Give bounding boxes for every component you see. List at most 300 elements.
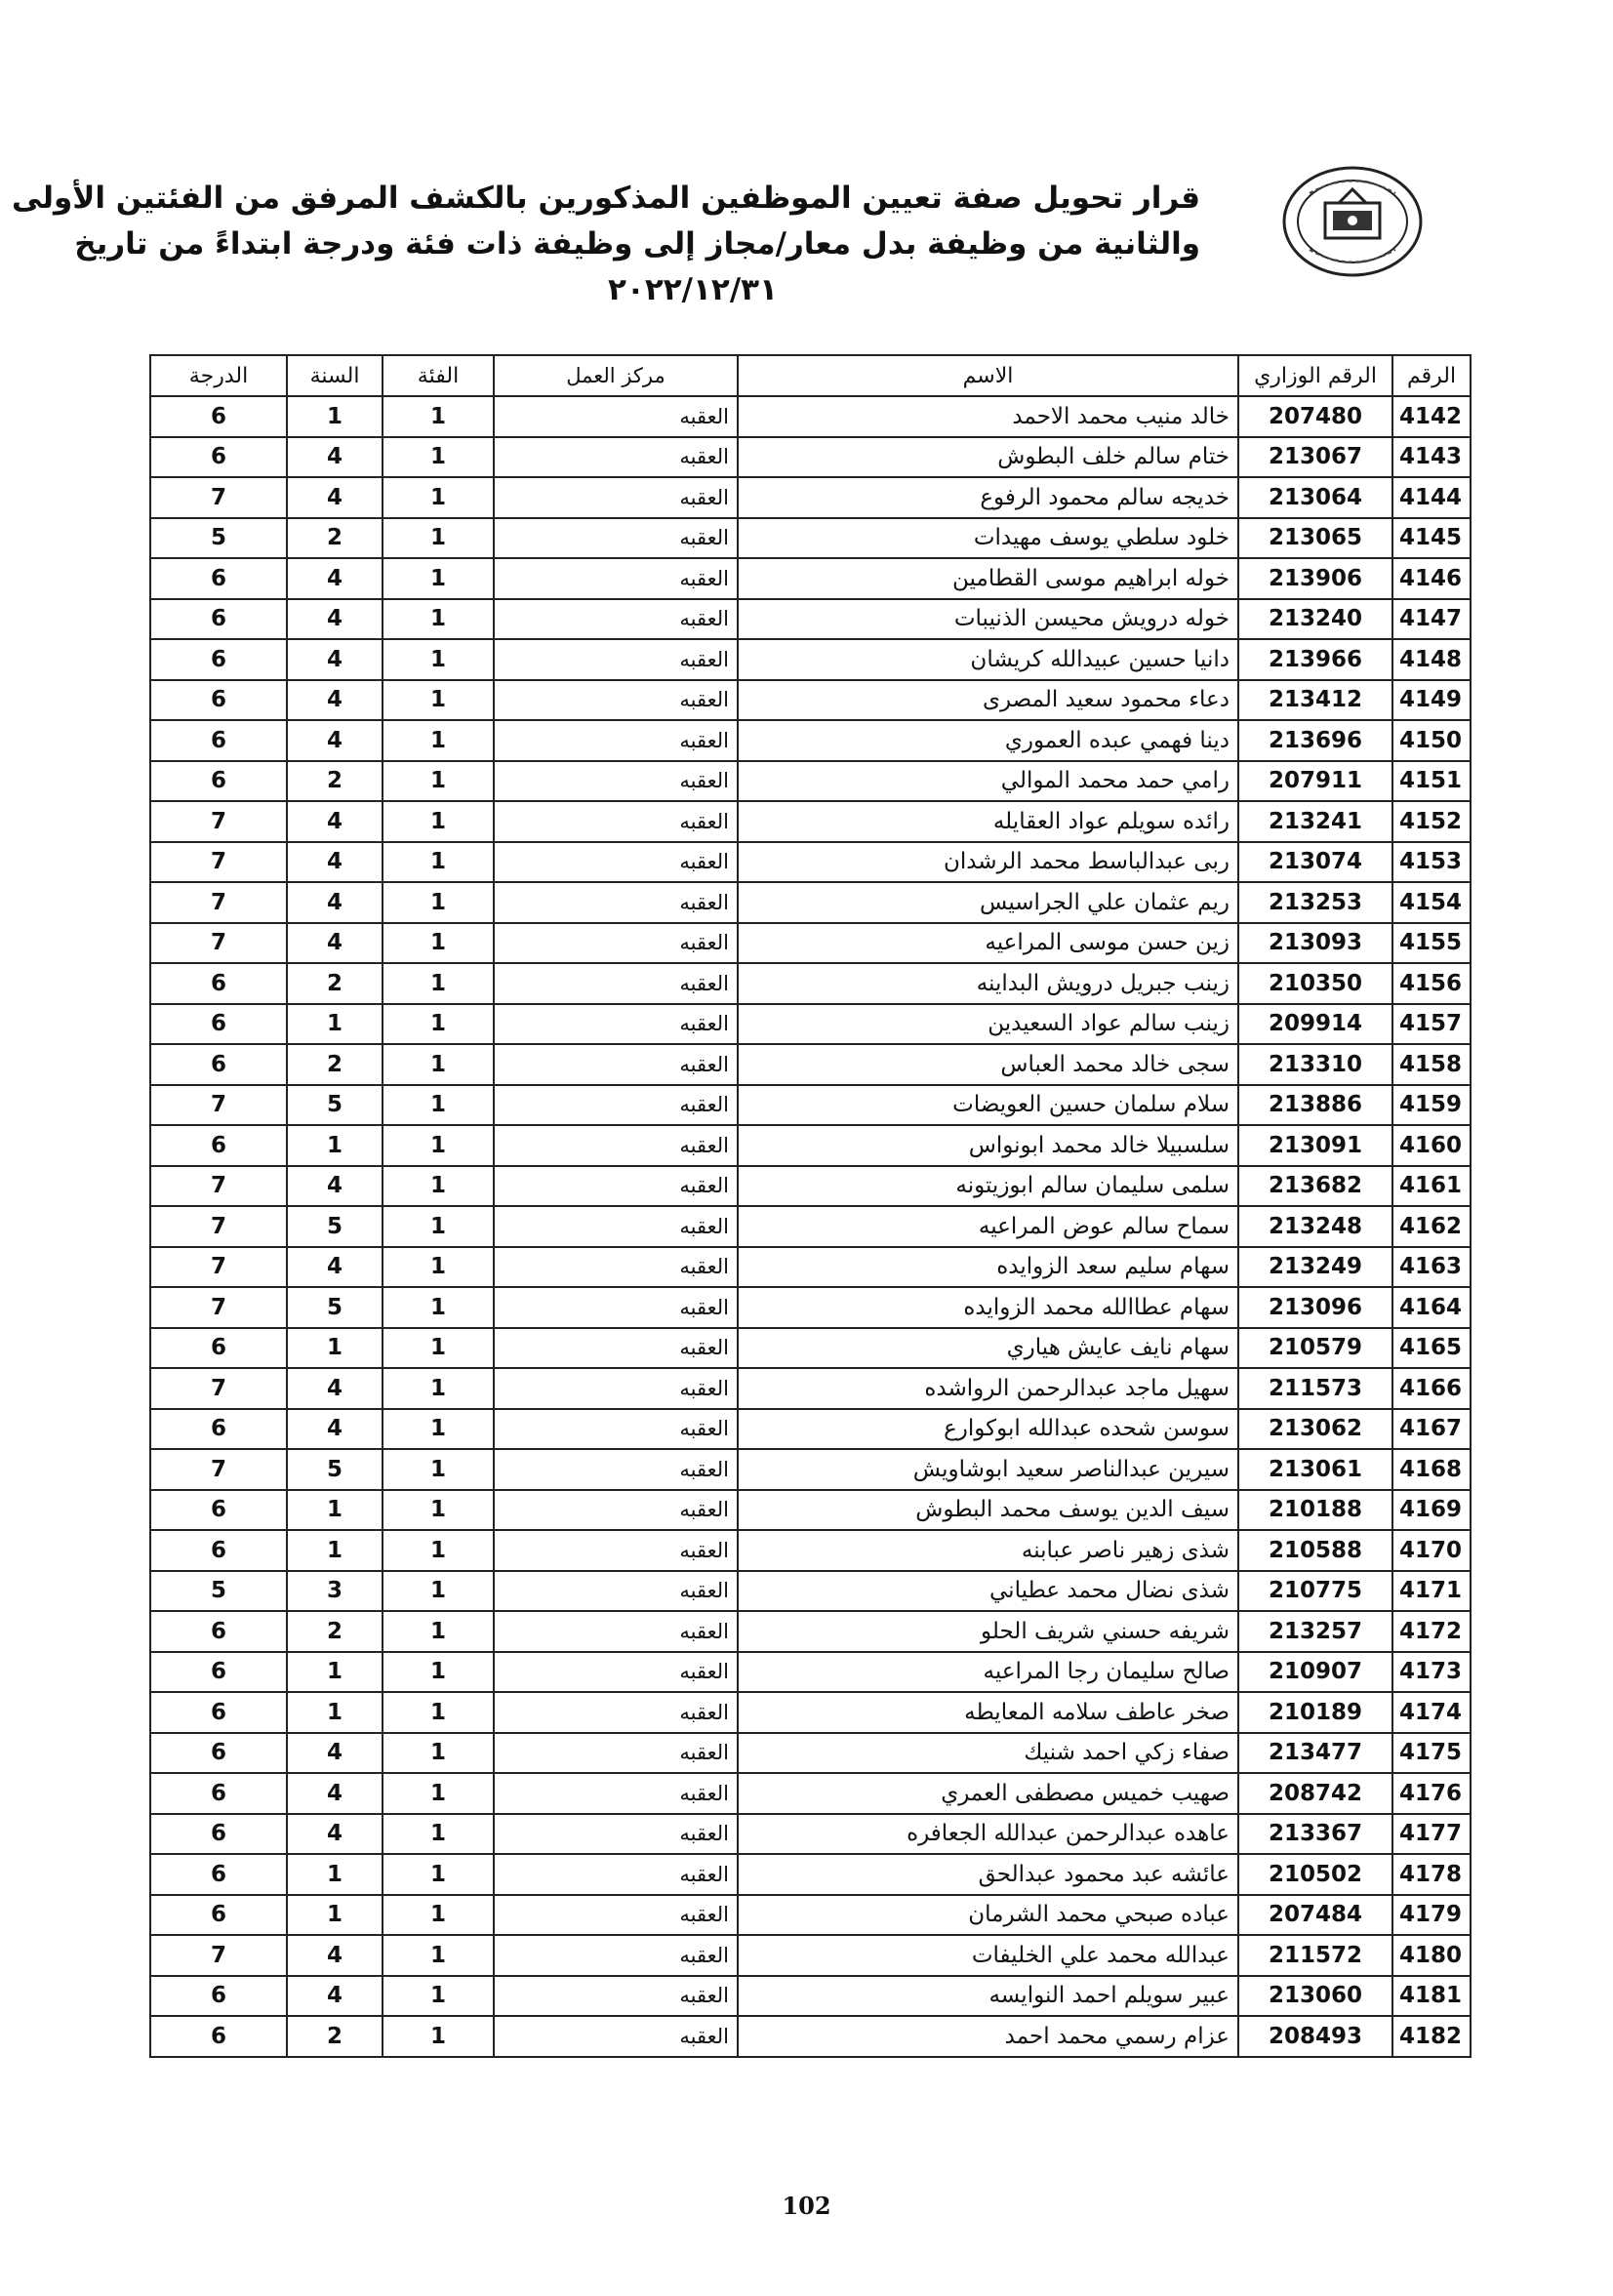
- year-cell: 4: [287, 599, 383, 640]
- year-cell: 1: [287, 1692, 383, 1733]
- work-center-cell: العقبه: [494, 720, 738, 761]
- grade-cell: 6: [150, 761, 287, 802]
- ministry-number-cell: 208742: [1238, 1773, 1392, 1814]
- year-cell: 4: [287, 1814, 383, 1855]
- category-cell: 1: [383, 1814, 494, 1855]
- work-center-cell: العقبه: [494, 1004, 738, 1045]
- table-row: [150, 1328, 1471, 1369]
- ministry-number-cell: 208493: [1238, 2016, 1392, 2057]
- grade-cell: 6: [150, 1044, 287, 1085]
- employee-name-cell: سيرين عبدالناصر سعيد ابوشاويش: [738, 1449, 1238, 1490]
- category-cell: 1: [383, 1004, 494, 1045]
- employee-name-cell: دعاء محمود سعيد المصرى: [738, 680, 1238, 721]
- ministry-number-cell: 213248: [1238, 1206, 1392, 1247]
- work-center-cell: العقبه: [494, 801, 738, 842]
- category-cell: 1: [383, 1530, 494, 1571]
- table-row: [150, 1206, 1471, 1247]
- year-cell: 2: [287, 761, 383, 802]
- employee-name-cell: سيف الدين يوسف محمد البطوش: [738, 1490, 1238, 1531]
- category-cell: 1: [383, 1044, 494, 1085]
- table-row: [150, 558, 1471, 599]
- table-row: [150, 1044, 1471, 1085]
- row-number-cell: 4173: [1392, 1652, 1471, 1693]
- row-number-cell: 4181: [1392, 1976, 1471, 2017]
- ministry-number-cell: 213249: [1238, 1247, 1392, 1288]
- employee-name-cell: دينا فهمي عبده العموري: [738, 720, 1238, 761]
- year-cell: 1: [287, 1854, 383, 1895]
- ministry-number-cell: 213257: [1238, 1611, 1392, 1652]
- employee-name-cell: عباده صبحي محمد الشرمان: [738, 1895, 1238, 1936]
- employee-name-cell: خالد منيب محمد الاحمد: [738, 396, 1238, 437]
- grade-cell: 6: [150, 680, 287, 721]
- ministry-number-cell: 213477: [1238, 1733, 1392, 1774]
- work-center-cell: العقبه: [494, 558, 738, 599]
- row-number-cell: 4164: [1392, 1287, 1471, 1328]
- ministry-number-cell: 213253: [1238, 882, 1392, 923]
- ministry-number-cell: 211573: [1238, 1368, 1392, 1409]
- employee-name-cell: سماح سالم عوض المراعيه: [738, 1206, 1238, 1247]
- year-cell: 4: [287, 1368, 383, 1409]
- table-row: [150, 761, 1471, 802]
- category-cell: 1: [383, 1125, 494, 1166]
- year-cell: 1: [287, 1895, 383, 1936]
- ministry-number-cell: 213682: [1238, 1166, 1392, 1207]
- ministry-number-cell: 213367: [1238, 1814, 1392, 1855]
- category-cell: 1: [383, 963, 494, 1004]
- grade-cell: 6: [150, 1409, 287, 1450]
- category-cell: 1: [383, 1733, 494, 1774]
- row-number-cell: 4179: [1392, 1895, 1471, 1936]
- year-cell: 2: [287, 1611, 383, 1652]
- table-row: [150, 1773, 1471, 1814]
- table-row: [150, 1247, 1471, 1288]
- category-cell: 1: [383, 477, 494, 518]
- category-cell: 1: [383, 680, 494, 721]
- header-year: السنة: [287, 355, 383, 396]
- grade-cell: 6: [150, 1814, 287, 1855]
- title-date: ٢٠٢٢/١٢/٣١: [607, 272, 778, 307]
- table-row: [150, 1125, 1471, 1166]
- grade-cell: 6: [150, 1530, 287, 1571]
- row-number-cell: 4152: [1392, 801, 1471, 842]
- category-cell: 1: [383, 842, 494, 883]
- row-number-cell: 4180: [1392, 1935, 1471, 1976]
- row-number-cell: 4182: [1392, 2016, 1471, 2057]
- row-number-cell: 4159: [1392, 1085, 1471, 1126]
- table-row: [150, 477, 1471, 518]
- category-cell: 1: [383, 882, 494, 923]
- year-cell: 4: [287, 477, 383, 518]
- year-cell: 4: [287, 923, 383, 964]
- category-cell: 1: [383, 1449, 494, 1490]
- grade-cell: 7: [150, 1206, 287, 1247]
- year-cell: 4: [287, 720, 383, 761]
- year-cell: 1: [287, 396, 383, 437]
- category-cell: 1: [383, 761, 494, 802]
- work-center-cell: العقبه: [494, 518, 738, 559]
- table-row: [150, 518, 1471, 559]
- year-cell: 5: [287, 1449, 383, 1490]
- year-cell: 4: [287, 1247, 383, 1288]
- row-number-cell: 4155: [1392, 923, 1471, 964]
- year-cell: 4: [287, 842, 383, 883]
- table-row: [150, 1530, 1471, 1571]
- category-cell: 1: [383, 2016, 494, 2057]
- table-row: [150, 599, 1471, 640]
- category-cell: 1: [383, 1895, 494, 1936]
- row-number-cell: 4151: [1392, 761, 1471, 802]
- category-cell: 1: [383, 923, 494, 964]
- row-number-cell: 4156: [1392, 963, 1471, 1004]
- grade-cell: 6: [150, 1652, 287, 1693]
- grade-cell: 6: [150, 1895, 287, 1936]
- category-cell: 1: [383, 1166, 494, 1207]
- year-cell: 4: [287, 1935, 383, 1976]
- table-row: [150, 1085, 1471, 1126]
- work-center-cell: العقبه: [494, 882, 738, 923]
- row-number-cell: 4163: [1392, 1247, 1471, 1288]
- grade-cell: 6: [150, 1328, 287, 1369]
- ministry-number-cell: 213241: [1238, 801, 1392, 842]
- year-cell: 5: [287, 1206, 383, 1247]
- row-number-cell: 4160: [1392, 1125, 1471, 1166]
- grade-cell: 6: [150, 720, 287, 761]
- ministry-number-cell: 213060: [1238, 1976, 1392, 2017]
- grade-cell: 6: [150, 2016, 287, 2057]
- category-cell: 1: [383, 1935, 494, 1976]
- year-cell: 1: [287, 1004, 383, 1045]
- table-row: [150, 720, 1471, 761]
- ministry-number-cell: 213240: [1238, 599, 1392, 640]
- table-row: [150, 2016, 1471, 2057]
- employee-name-cell: عبير سويلم احمد النوايسه: [738, 1976, 1238, 2017]
- year-cell: 1: [287, 1530, 383, 1571]
- employees-table: [149, 354, 1472, 2058]
- year-cell: 4: [287, 639, 383, 680]
- work-center-cell: العقبه: [494, 963, 738, 1004]
- category-cell: 1: [383, 518, 494, 559]
- employee-name-cell: عائشه عبد محمود عبدالحق: [738, 1854, 1238, 1895]
- ministry-number-cell: 209914: [1238, 1004, 1392, 1045]
- work-center-cell: العقبه: [494, 1328, 738, 1369]
- work-center-cell: العقبه: [494, 761, 738, 802]
- row-number-cell: 4148: [1392, 639, 1471, 680]
- title-line-1: قرار تحويل صفة تعيين الموظفين المذكورين بالكشف المرفق من الفئتين الأولى: [12, 181, 1200, 216]
- category-cell: 1: [383, 1976, 494, 2017]
- year-cell: 4: [287, 801, 383, 842]
- row-number-cell: 4149: [1392, 680, 1471, 721]
- work-center-cell: العقبه: [494, 1935, 738, 1976]
- row-number-cell: 4168: [1392, 1449, 1471, 1490]
- grade-cell: 6: [150, 558, 287, 599]
- grade-cell: 7: [150, 1287, 287, 1328]
- table-row: [150, 801, 1471, 842]
- ministry-number-cell: 213061: [1238, 1449, 1392, 1490]
- ministry-number-cell: 213093: [1238, 923, 1392, 964]
- table-row: [150, 1814, 1471, 1855]
- work-center-cell: العقبه: [494, 396, 738, 437]
- year-cell: 2: [287, 518, 383, 559]
- work-center-cell: العقبه: [494, 1652, 738, 1693]
- table-row: [150, 1652, 1471, 1693]
- table-row: [150, 1935, 1471, 1976]
- category-cell: 1: [383, 1854, 494, 1895]
- grade-cell: 7: [150, 1935, 287, 1976]
- year-cell: 4: [287, 1733, 383, 1774]
- table-row: [150, 1692, 1471, 1733]
- work-center-cell: العقبه: [494, 923, 738, 964]
- employee-name-cell: خوله درويش محيسن الذنيبات: [738, 599, 1238, 640]
- table-row: [150, 1611, 1471, 1652]
- work-center-cell: العقبه: [494, 2016, 738, 2057]
- year-cell: 4: [287, 437, 383, 478]
- year-cell: 1: [287, 1652, 383, 1693]
- row-number-cell: 4175: [1392, 1733, 1471, 1774]
- grade-cell: 6: [150, 437, 287, 478]
- year-cell: 1: [287, 1125, 383, 1166]
- table-row: [150, 1895, 1471, 1936]
- table-row: [150, 1166, 1471, 1207]
- ministry-number-cell: 207484: [1238, 1895, 1392, 1936]
- row-number-cell: 4174: [1392, 1692, 1471, 1733]
- work-center-cell: العقبه: [494, 1733, 738, 1774]
- work-center-cell: العقبه: [494, 1044, 738, 1085]
- employee-name-cell: سهام عطاالله محمد الزوايده: [738, 1287, 1238, 1328]
- employee-name-cell: خلود سلطي يوسف مهيدات: [738, 518, 1238, 559]
- grade-cell: 6: [150, 396, 287, 437]
- employee-name-cell: سلمى سليمان سالم ابوزيتونه: [738, 1166, 1238, 1207]
- row-number-cell: 4169: [1392, 1490, 1471, 1531]
- ministry-number-cell: 213966: [1238, 639, 1392, 680]
- year-cell: 5: [287, 1287, 383, 1328]
- employee-name-cell: عاهده عبدالرحمن عبدالله الجعافره: [738, 1814, 1238, 1855]
- year-cell: 4: [287, 882, 383, 923]
- table-row: [150, 639, 1471, 680]
- ministry-number-cell: 213062: [1238, 1409, 1392, 1450]
- grade-cell: 6: [150, 1854, 287, 1895]
- employee-name-cell: ربى عبدالباسط محمد الرشدان: [738, 842, 1238, 883]
- row-number-cell: 4153: [1392, 842, 1471, 883]
- ministry-number-cell: 213906: [1238, 558, 1392, 599]
- work-center-cell: العقبه: [494, 1895, 738, 1936]
- work-center-cell: العقبه: [494, 1166, 738, 1207]
- year-cell: 3: [287, 1571, 383, 1612]
- row-number-cell: 4150: [1392, 720, 1471, 761]
- table-row: [150, 882, 1471, 923]
- row-number-cell: 4165: [1392, 1328, 1471, 1369]
- header-ministry-number: الرقم الوزاري: [1238, 355, 1392, 396]
- table-row: [150, 923, 1471, 964]
- ministry-number-cell: 210188: [1238, 1490, 1392, 1531]
- row-number-cell: 4171: [1392, 1571, 1471, 1612]
- grade-cell: 6: [150, 963, 287, 1004]
- employee-name-cell: صفاء زكي احمد شنيك: [738, 1733, 1238, 1774]
- grade-cell: 6: [150, 1490, 287, 1531]
- category-cell: 1: [383, 1085, 494, 1126]
- employee-name-cell: سهام نايف عايش هياري: [738, 1328, 1238, 1369]
- row-number-cell: 4172: [1392, 1611, 1471, 1652]
- table-row: [150, 842, 1471, 883]
- table-row: [150, 1449, 1471, 1490]
- employee-name-cell: زين حسن موسى المراعيه: [738, 923, 1238, 964]
- ministry-number-cell: 213886: [1238, 1085, 1392, 1126]
- category-cell: 1: [383, 801, 494, 842]
- table-row: [150, 1490, 1471, 1531]
- employee-name-cell: شذى زهير ناصر عبابنه: [738, 1530, 1238, 1571]
- employee-name-cell: صخر عاطف سلامه المعايطه: [738, 1692, 1238, 1733]
- category-cell: 1: [383, 639, 494, 680]
- grade-cell: 7: [150, 801, 287, 842]
- table-row: [150, 963, 1471, 1004]
- work-center-cell: العقبه: [494, 1287, 738, 1328]
- employee-name-cell: صهيب خميس مصطفى العمري: [738, 1773, 1238, 1814]
- table-row: [150, 1733, 1471, 1774]
- ministry-number-cell: 210502: [1238, 1854, 1392, 1895]
- ministry-number-cell: 211572: [1238, 1935, 1392, 1976]
- ministry-number-cell: 210350: [1238, 963, 1392, 1004]
- work-center-cell: العقبه: [494, 842, 738, 883]
- row-number-cell: 4158: [1392, 1044, 1471, 1085]
- employee-name-cell: سوسن شحده عبدالله ابوكوارع: [738, 1409, 1238, 1450]
- ministry-number-cell: 213096: [1238, 1287, 1392, 1328]
- work-center-cell: العقبه: [494, 599, 738, 640]
- row-number-cell: 4154: [1392, 882, 1471, 923]
- category-cell: 1: [383, 396, 494, 437]
- employee-name-cell: دانيا حسين عبيدالله كريشان: [738, 639, 1238, 680]
- grade-cell: 7: [150, 923, 287, 964]
- decision-title: [12, 176, 1200, 313]
- ministry-number-cell: 207480: [1238, 396, 1392, 437]
- table-row: [150, 1571, 1471, 1612]
- grade-cell: 7: [150, 477, 287, 518]
- header-work-center: مركز العمل: [494, 355, 738, 396]
- ministry-number-cell: 210588: [1238, 1530, 1392, 1571]
- year-cell: 4: [287, 1166, 383, 1207]
- work-center-cell: العقبه: [494, 1976, 738, 2017]
- category-cell: 1: [383, 720, 494, 761]
- row-number-cell: 4157: [1392, 1004, 1471, 1045]
- employee-name-cell: سلام سلمان حسين العويضات: [738, 1085, 1238, 1126]
- ministry-number-cell: 207911: [1238, 761, 1392, 802]
- table-row: [150, 680, 1471, 721]
- employee-name-cell: سجى خالد محمد العباس: [738, 1044, 1238, 1085]
- row-number-cell: 4147: [1392, 599, 1471, 640]
- employee-name-cell: شريفه حسني شريف الحلو: [738, 1611, 1238, 1652]
- work-center-cell: العقبه: [494, 1247, 738, 1288]
- header-name: الاسم: [738, 355, 1238, 396]
- employee-name-cell: خديجه سالم محمود الرفوع: [738, 477, 1238, 518]
- row-number-cell: 4145: [1392, 518, 1471, 559]
- row-number-cell: 4146: [1392, 558, 1471, 599]
- year-cell: 2: [287, 2016, 383, 2057]
- employee-name-cell: ريم عثمان علي الجراسيس: [738, 882, 1238, 923]
- work-center-cell: العقبه: [494, 1085, 738, 1126]
- row-number-cell: 4177: [1392, 1814, 1471, 1855]
- header-category: الفئة: [383, 355, 494, 396]
- grade-cell: 6: [150, 599, 287, 640]
- row-number-cell: 4170: [1392, 1530, 1471, 1571]
- table-header-row: [150, 355, 1471, 396]
- work-center-cell: العقبه: [494, 1530, 738, 1571]
- category-cell: 1: [383, 1206, 494, 1247]
- employee-name-cell: عزام رسمي محمد احمد: [738, 2016, 1238, 2057]
- work-center-cell: العقبه: [494, 639, 738, 680]
- category-cell: 1: [383, 1287, 494, 1328]
- ministry-number-cell: 213412: [1238, 680, 1392, 721]
- ministry-number-cell: 210579: [1238, 1328, 1392, 1369]
- grade-cell: 6: [150, 1976, 287, 2017]
- grade-cell: 6: [150, 1733, 287, 1774]
- table-row: [150, 1976, 1471, 2017]
- year-cell: 2: [287, 963, 383, 1004]
- category-cell: 1: [383, 1409, 494, 1450]
- ministry-number-cell: 210775: [1238, 1571, 1392, 1612]
- ministry-number-cell: 213067: [1238, 437, 1392, 478]
- employee-name-cell: ختام سالم خلف البطوش: [738, 437, 1238, 478]
- table-row: [150, 1368, 1471, 1409]
- row-number-cell: 4142: [1392, 396, 1471, 437]
- ministry-number-cell: 213074: [1238, 842, 1392, 883]
- header-grade: الدرجة: [150, 355, 287, 396]
- category-cell: 1: [383, 599, 494, 640]
- year-cell: 5: [287, 1085, 383, 1126]
- grade-cell: 5: [150, 518, 287, 559]
- category-cell: 1: [383, 1328, 494, 1369]
- category-cell: 1: [383, 1773, 494, 1814]
- year-cell: 4: [287, 1409, 383, 1450]
- grade-cell: 7: [150, 882, 287, 923]
- row-number-cell: 4144: [1392, 477, 1471, 518]
- employee-name-cell: رائده سويلم عواد العقايله: [738, 801, 1238, 842]
- ministry-number-cell: 213310: [1238, 1044, 1392, 1085]
- work-center-cell: العقبه: [494, 1571, 738, 1612]
- row-number-cell: 4161: [1392, 1166, 1471, 1207]
- grade-cell: 6: [150, 1125, 287, 1166]
- row-number-cell: 4176: [1392, 1773, 1471, 1814]
- table-row: [150, 1287, 1471, 1328]
- ministry-number-cell: 210907: [1238, 1652, 1392, 1693]
- table-row: [150, 396, 1471, 437]
- employee-name-cell: خوله ابراهيم موسى القطامين: [738, 558, 1238, 599]
- employee-name-cell: سهيل ماجد عبدالرحمن الرواشده: [738, 1368, 1238, 1409]
- employee-name-cell: عبدالله محمد علي الخليفات: [738, 1935, 1238, 1976]
- ministry-seal-icon: [1280, 164, 1425, 279]
- row-number-cell: 4167: [1392, 1409, 1471, 1450]
- grade-cell: 7: [150, 1449, 287, 1490]
- year-cell: 2: [287, 1044, 383, 1085]
- work-center-cell: العقبه: [494, 1814, 738, 1855]
- table-row: [150, 1854, 1471, 1895]
- row-number-cell: 4143: [1392, 437, 1471, 478]
- grade-cell: 7: [150, 1247, 287, 1288]
- category-cell: 1: [383, 1247, 494, 1288]
- table-row: [150, 1409, 1471, 1450]
- ministry-number-cell: 213696: [1238, 720, 1392, 761]
- employee-name-cell: رامي حمد محمد الموالي: [738, 761, 1238, 802]
- ministry-number-cell: 213091: [1238, 1125, 1392, 1166]
- work-center-cell: العقبه: [494, 1449, 738, 1490]
- work-center-cell: العقبه: [494, 1206, 738, 1247]
- category-cell: 1: [383, 1490, 494, 1531]
- row-number-cell: 4178: [1392, 1854, 1471, 1895]
- grade-cell: 7: [150, 1166, 287, 1207]
- year-cell: 1: [287, 1490, 383, 1531]
- employee-name-cell: زينب سالم عواد السعيدين: [738, 1004, 1238, 1045]
- grade-cell: 6: [150, 639, 287, 680]
- grade-cell: 7: [150, 1368, 287, 1409]
- year-cell: 1: [287, 1328, 383, 1369]
- category-cell: 1: [383, 1692, 494, 1733]
